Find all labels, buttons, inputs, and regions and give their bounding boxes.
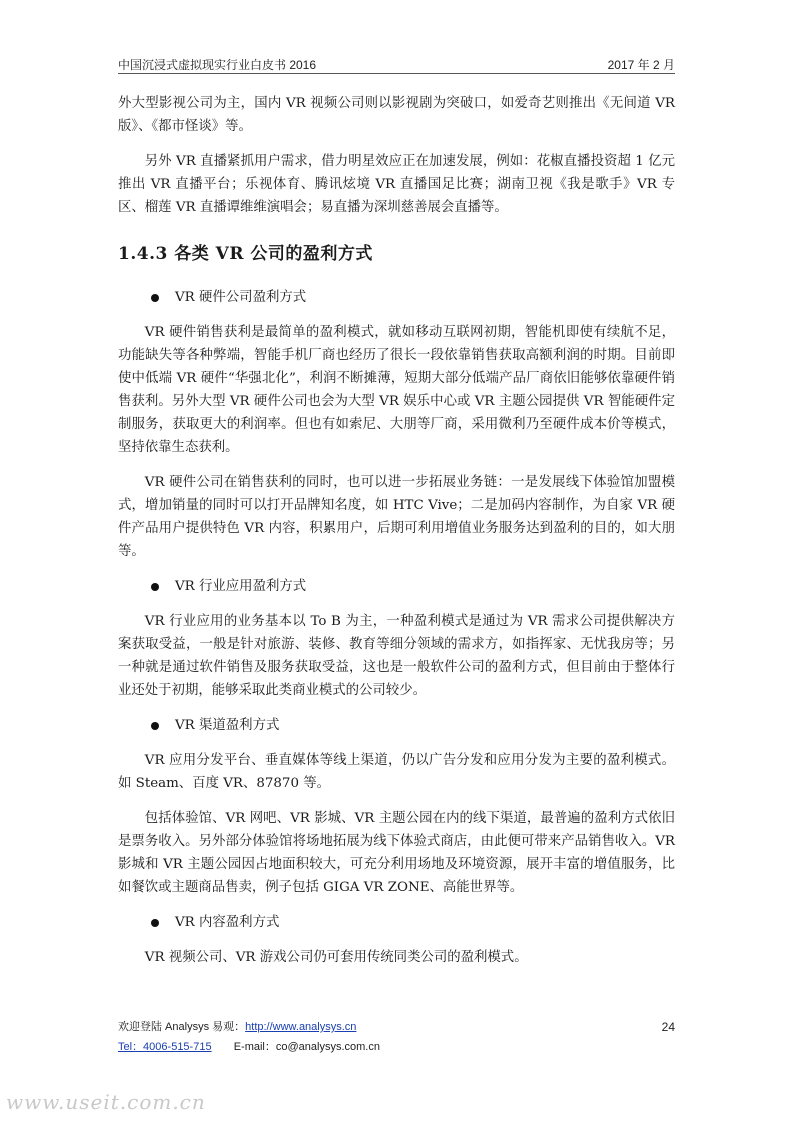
paragraph: 包括体验馆、VR 网吧、VR 影城、VR 主题公园在内的线下渠道，最普遍的盈利方式依旧是票务收入。另外部分体验馆将场地拓展为线下体验式商店，由此便可带来产品销售收入。VR 影城和 VR 主题公园因占地面积较大，可充分利用场地及环境资源，展开丰富的增值服务，比如餐饮或主题商品售卖，例子包括 GIGA VR ZONE、高能世界等。 (118, 811, 675, 895)
bullet-label: VR 行业应用盈利方式 (175, 579, 307, 594)
footer-contact-line-2 (118, 1038, 380, 1054)
bullet-dot-icon (151, 583, 159, 591)
header-title: 中国沉浸式虚拟现实行业白皮书 2016 (118, 58, 317, 72)
paragraph: VR 硬件公司在销售获利的同时，也可以进一步拓展业务链：一是发展线下体验馆加盟模式，增加销量的同时可以打开品牌知名度，如 HTC Vive；二是加码内容制作，为自家 VR 硬件产品用户提供特色 VR 内容，积累用户，后期可利用增值业务服务达到盈利的目的，如大朋等。 (118, 475, 675, 559)
footer-contact-line (118, 1018, 356, 1034)
bullet-dot-icon (151, 919, 159, 927)
bullet-label: VR 内容盈利方式 (175, 915, 280, 930)
document-body (118, 92, 675, 969)
header-date: 2017 年 2 月 (607, 58, 675, 72)
page-number: 24 (661, 1020, 675, 1034)
paragraph: VR 硬件销售获利是最简单的盈利模式，就如移动互联网初期，智能机即使有续航不足，功能缺失等各种弊端，智能手机厂商也经历了很长一段依靠销售获取高额利润的时期。目前即使中低端 VR 硬件“华强北化”，利润不断摊薄，短期大部分低端产品厂商依旧能够依靠硬件销售获利。另外大型 VR 硬件公司也会为大型 VR 娱乐中心或 VR 主题公园提供 VR 智能硬件定制服务，获取更大的利润率。但也有如索尼、大朋等厂商，采用微利乃至硬件成本价等模式，坚持依靠生态获利。 (118, 325, 675, 455)
bullet-item-industry (118, 575, 675, 598)
header-divider (118, 73, 675, 74)
bullet-label: VR 硬件公司盈利方式 (175, 290, 307, 305)
bullet-label: VR 渠道盈利方式 (175, 718, 280, 733)
bullet-dot-icon (151, 294, 159, 302)
bullet-item-content (118, 911, 675, 934)
bullet-item-channel (118, 714, 675, 737)
paragraph: VR 视频公司、VR 游戏公司仍可套用传统同类公司的盈利模式。 (144, 950, 528, 965)
footer-website-link[interactable]: http://www.analysys.cn (245, 1021, 357, 1033)
page-header (118, 54, 675, 74)
watermark: www.useit.com.cn (6, 1090, 206, 1114)
bullet-dot-icon (151, 722, 159, 730)
paragraph: 另外 VR 直播紧抓用户需求，借力明星效应正在加速发展，例如：花椒直播投资超 1 亿元推出 VR 直播平台；乐视体育、腾讯炫境 VR 直播国足比赛；湖南卫视《我是歌手》VR 专区、榴莲 VR 直播谭维维演唱会；易直播为深圳慈善展会直播等。 (118, 154, 675, 215)
section-heading: 1.4.3 各类 VR 公司的盈利方式 (118, 244, 373, 264)
footer-phone-link[interactable]: Tel：4006-515-715 (118, 1041, 212, 1053)
bullet-item-hardware (118, 286, 675, 309)
footer-welcome: 欢迎登陆 Analysys 易观： (118, 1021, 246, 1033)
footer-email: E-mail：co@analysys.com.cn (233, 1041, 380, 1053)
paragraph: VR 应用分发平台、垂直媒体等线上渠道，仍以广告分发和应用分发为主要的盈利模式。如 Steam、百度 VR、87870 等。 (118, 753, 675, 791)
paragraph: VR 行业应用的业务基本以 To B 为主，一种盈利模式是通过为 VR 需求公司提供解决方案获取受益，一般是针对旅游、装修、教育等细分领域的需求方，如指挥家、无忧我房等；另一种就是通过软件销售及服务获取受益，这也是一般软件公司的盈利方式，但目前由于整体行业还处于初期，能够采取此类商业模式的公司较少。 (118, 614, 675, 698)
paragraph: 外大型影视公司为主，国内 VR 视频公司则以影视剧为突破口，如爱奇艺则推出《无间道 VR 版》、《都市怪谈》等。 (118, 96, 675, 134)
